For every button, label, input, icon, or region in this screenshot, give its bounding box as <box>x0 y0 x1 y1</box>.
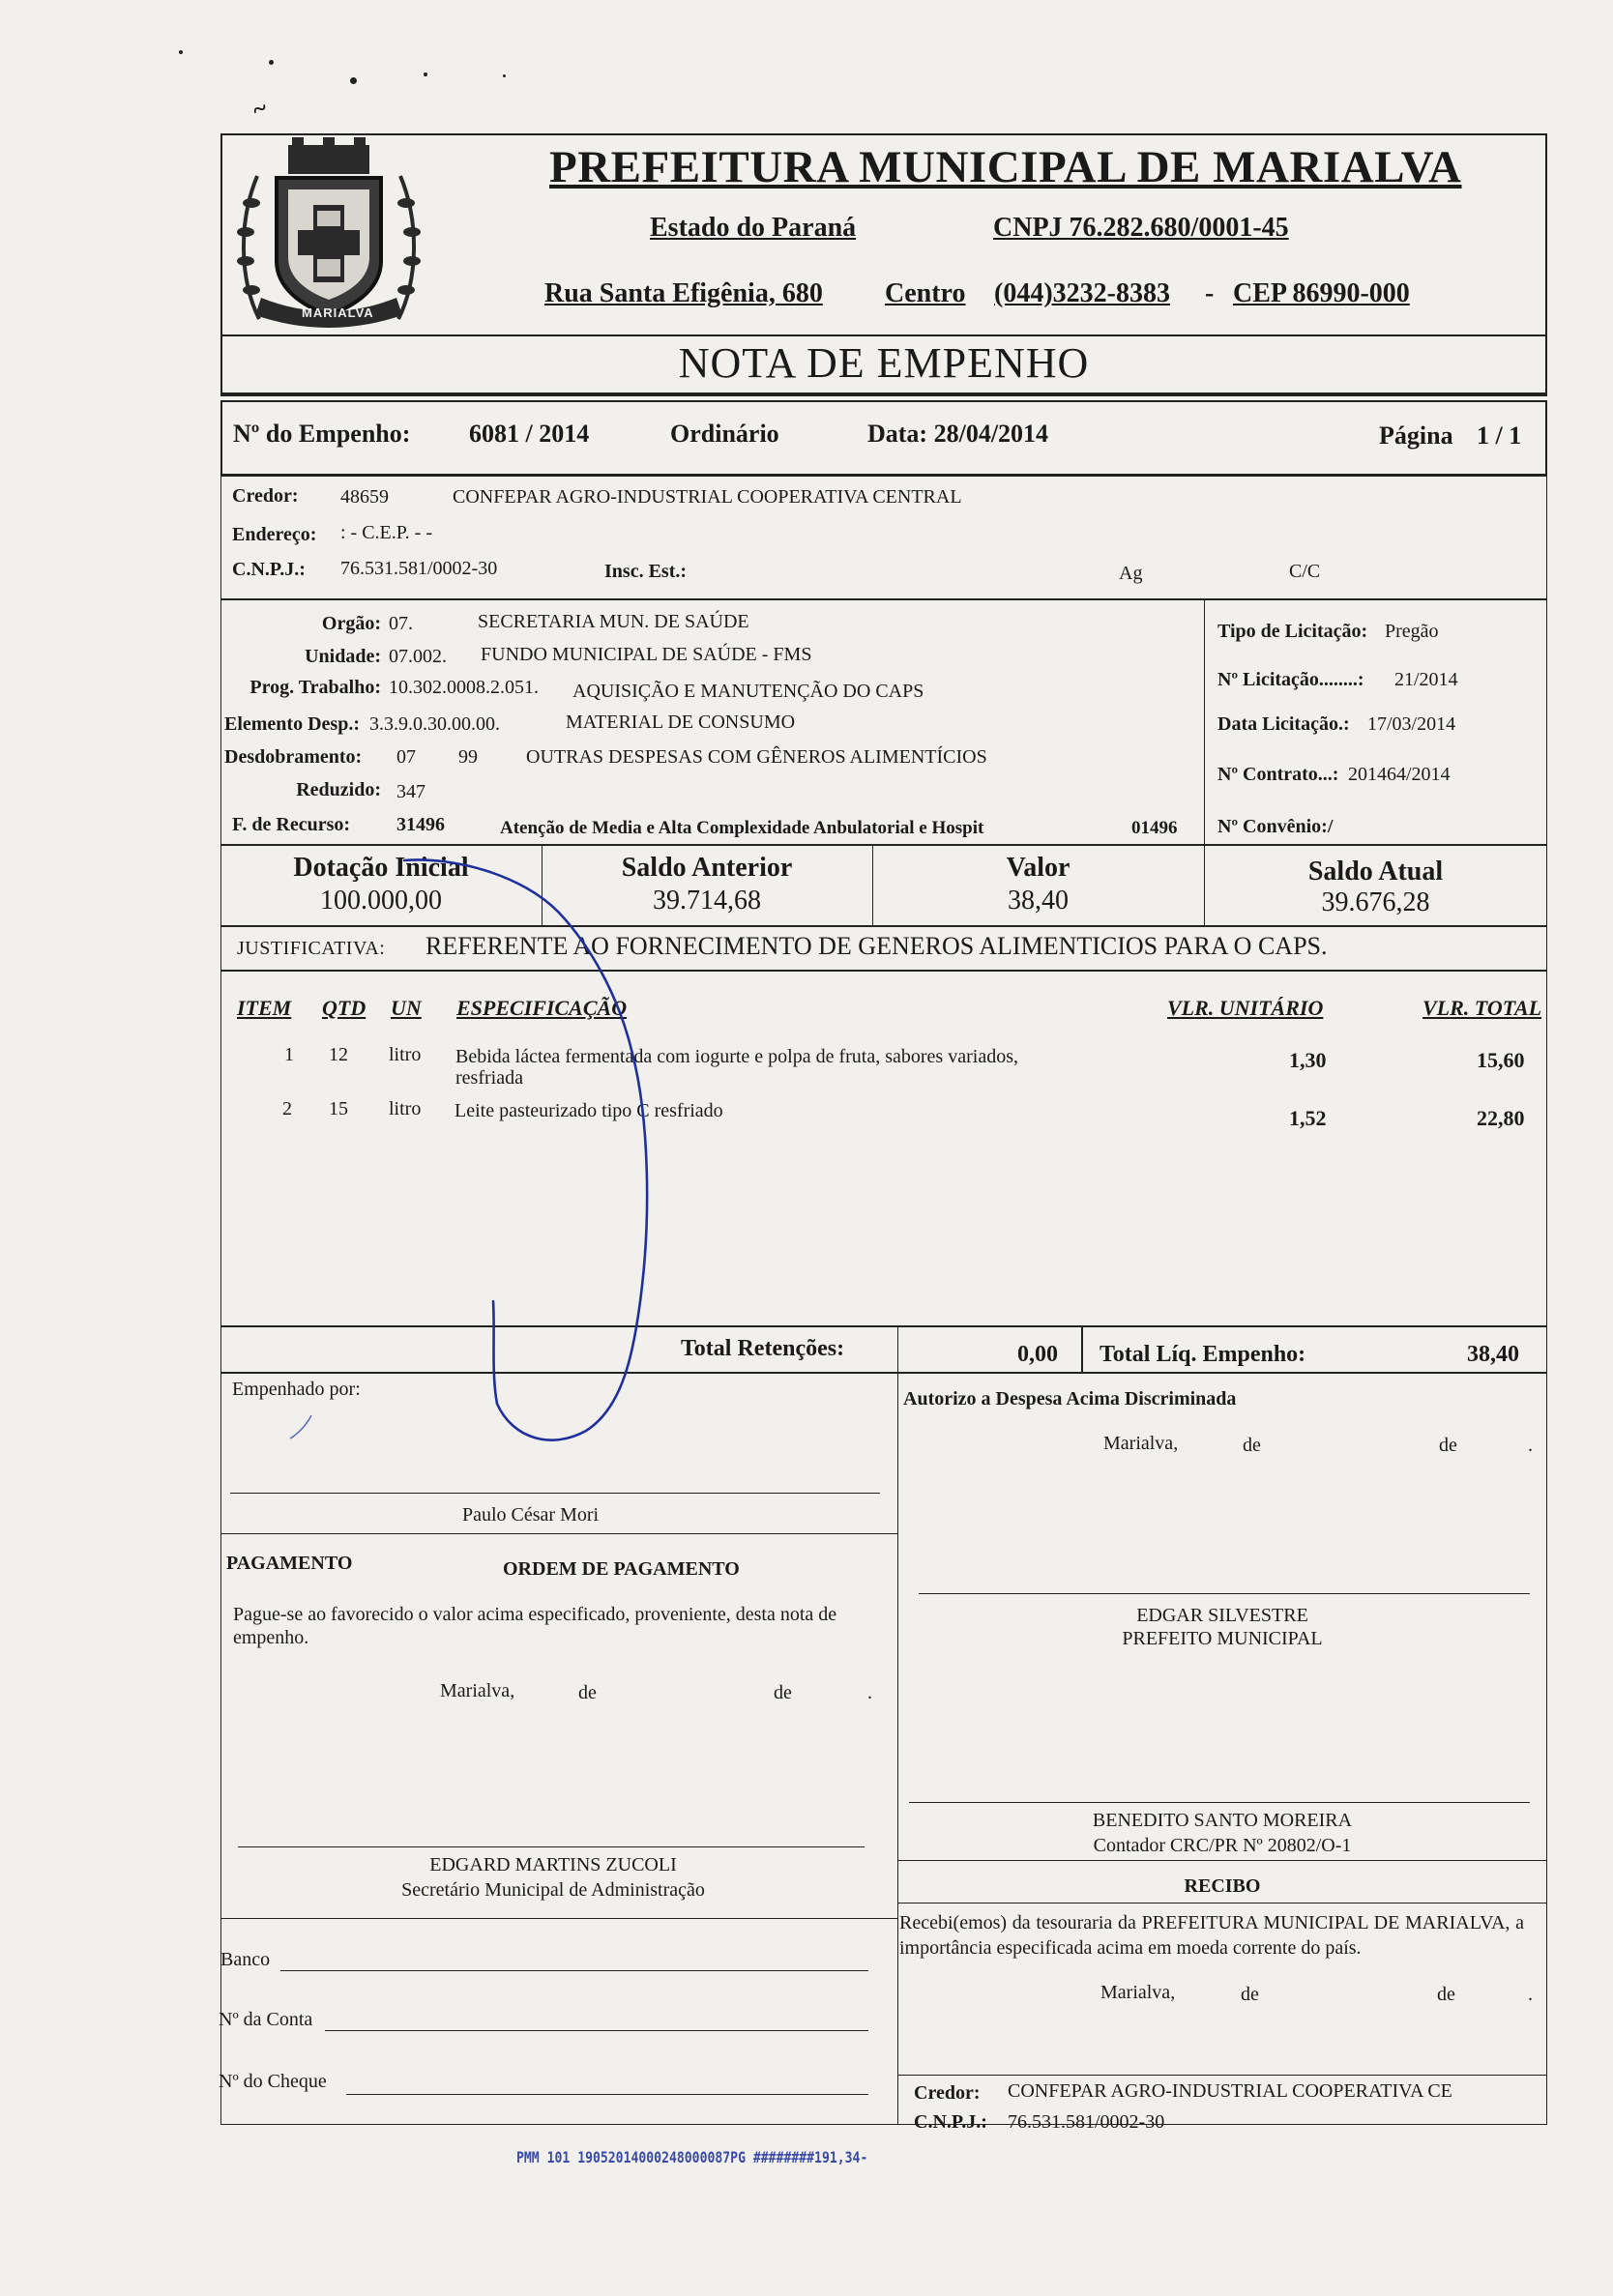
recibo-date-de-1: de <box>1241 1984 1259 2005</box>
prefeito-role: PREFEITO MUNICIPAL <box>1122 1628 1323 1649</box>
contrato-number: 201464/2014 <box>1348 764 1451 785</box>
orgao-name: SECRETARIA MUN. DE SAÚDE <box>478 611 749 632</box>
desdobramento-code-2: 99 <box>458 746 478 768</box>
unidade-code: 07.002. <box>389 646 447 667</box>
autorizo-date-de-2: de <box>1439 1435 1457 1456</box>
desdobramento-label: Desdobramento: <box>224 746 363 768</box>
valor-value: 38,40 <box>1008 886 1069 915</box>
prog-label: Prog. Trabalho: <box>249 677 381 698</box>
ordem-pagamento-label: ORDEM DE PAGAMENTO <box>503 1558 740 1580</box>
col-spec-header: ESPECIFICAÇÃO <box>456 996 628 1020</box>
valor-label: Valor <box>1006 853 1070 883</box>
recurso-code-2: 01496 <box>1131 818 1178 838</box>
address-phone: (044)3232-8383 <box>994 278 1170 308</box>
col-item-header: ITEM <box>237 996 292 1020</box>
creditor-cnpj: 76.531.581/0002-30 <box>340 558 498 579</box>
empenho-number-label: Nº do Empenho: <box>233 420 411 448</box>
saldo-atual-value: 39.676,28 <box>1321 887 1430 917</box>
recibo-credor-label: Credor: <box>914 2082 981 2104</box>
order-date-dot: . <box>867 1682 872 1703</box>
recibo-date-dot: . <box>1528 1984 1533 2005</box>
saldo-atual-label: Saldo Atual <box>1307 857 1444 886</box>
desdobramento-code-1: 07 <box>396 746 416 768</box>
banco-label: Banco <box>220 1949 271 1970</box>
item-number: 2 <box>282 1098 292 1119</box>
creditor-cnpj-label: C.N.P.J.: <box>232 559 306 580</box>
item-spec-line-1: Bebida láctea fermentada com iogurte e polpa de fruta, sabores variados, <box>455 1046 1018 1067</box>
recibo-cnpj-label: C.N.P.J.: <box>914 2111 987 2133</box>
recurso-label: F. de Recurso: <box>232 814 351 835</box>
order-date-de-2: de <box>774 1682 792 1703</box>
item-number: 1 <box>284 1044 294 1065</box>
empenho-number: 6081 / 2014 <box>469 420 590 448</box>
pagamento-label: PAGAMENTO <box>226 1553 353 1574</box>
secretario-name: EDGARD MARTINS ZUCOLI <box>429 1854 677 1875</box>
autorizo-city: Marialva, <box>1103 1433 1179 1454</box>
dotacao-value: 100.000,00 <box>320 886 442 915</box>
saldo-anterior-label: Saldo Anterior <box>621 853 793 883</box>
recibo-credor-name: CONFEPAR AGRO-INDUSTRIAL COOPERATIVA CE <box>1008 2080 1452 2102</box>
convenio-label: Nº Convênio:/ <box>1217 816 1334 837</box>
recurso-name: Atenção de Media e Alta Complexidade Anbulatorial e Hospit <box>500 818 984 838</box>
contador-name: BENEDITO SANTO MOREIRA <box>1092 1810 1353 1831</box>
item-total: 15,60 <box>1477 1048 1525 1072</box>
elemento-name: MATERIAL DE CONSUMO <box>566 712 796 733</box>
recibo-cnpj: 76.531.581/0002-30 <box>1008 2111 1165 2133</box>
reduzido-label: Reduzido: <box>296 779 381 800</box>
prog-code: 10.302.0008.2.051. <box>389 677 539 698</box>
empenho-type: Ordinário <box>670 420 779 448</box>
unidade-name: FUNDO MUNICIPAL DE SAÚDE - FMS <box>481 644 812 665</box>
recibo-city: Marialva, <box>1100 1982 1176 2003</box>
conta-label: Nº da Conta <box>219 2009 313 2030</box>
cheque-label: Nº do Cheque <box>219 2071 327 2092</box>
tipo-licitacao-label: Tipo de Licitação: <box>1217 621 1368 642</box>
address-district: Centro <box>885 278 966 308</box>
creditor-name: CONFEPAR AGRO-INDUSTRIAL COOPERATIVA CENTRAL <box>453 486 962 508</box>
scan-mark: ~ <box>249 93 271 125</box>
ag-label: Ag <box>1119 563 1143 584</box>
creditor-label: Credor: <box>232 485 299 507</box>
pague-text: Pague-se ao favorecido o valor acima especificado, proveniente, desta nota de empenho. <box>233 1604 837 1648</box>
licitacao-date: 17/03/2014 <box>1367 713 1456 735</box>
recibo-title: RECIBO <box>1184 1875 1261 1897</box>
item-unit-price: 1,30 <box>1289 1048 1327 1072</box>
cc-label: C/C <box>1289 561 1321 582</box>
empenhado-label: Empenhado por: <box>232 1379 361 1400</box>
item-qtd: 12 <box>329 1044 348 1065</box>
document-title: NOTA DE EMPENHO <box>678 339 1090 387</box>
item-total: 22,80 <box>1477 1106 1525 1130</box>
elemento-code: 3.3.9.0.30.00.00. <box>369 713 500 735</box>
item-unit: litro <box>389 1044 422 1065</box>
empenho-date: Data: 28/04/2014 <box>867 420 1049 448</box>
autorizo-text: Autorizo a Despesa Acima Discriminada <box>903 1388 1237 1410</box>
contador-role: Contador CRC/PR Nº 20802/O-1 <box>1093 1835 1352 1856</box>
liquido-label: Total Líq. Empenho: <box>1100 1342 1306 1367</box>
item-spec-line-1: Leite pasteurizado tipo C resfriado <box>455 1100 723 1121</box>
col-qtd-header: QTD <box>322 996 367 1020</box>
item-unit: litro <box>389 1098 422 1119</box>
empenhado-name: Paulo César Mori <box>462 1504 600 1526</box>
item-unit-price: 1,52 <box>1289 1106 1327 1130</box>
recibo-date-de-2: de <box>1437 1984 1455 2005</box>
reduzido-value: 347 <box>396 781 425 802</box>
col-total-header: VLR. TOTAL <box>1422 996 1542 1020</box>
recurso-code: 31496 <box>396 814 445 835</box>
retencoes-label: Total Retenções: <box>681 1336 845 1361</box>
header-cnpj: CNPJ 76.282.680/0001-45 <box>993 213 1289 243</box>
insc-est-label: Insc. Est.: <box>604 561 688 582</box>
recibo-text: Recebi(emos) da tesouraria da PREFEITURA MUNICIPAL DE MARIALVA, a importância especificada acima em moeda corrente do país. <box>899 1912 1524 1959</box>
order-city: Marialva, <box>440 1680 515 1701</box>
address-street: Rua Santa Efigênia, 680 <box>544 278 823 308</box>
state-name: Estado do Paraná <box>650 213 857 243</box>
page-number: 1 / 1 <box>1477 421 1522 450</box>
unidade-label: Unidade: <box>305 646 381 667</box>
justificativa-text: REFERENTE AO FORNECIMENTO DE GENEROS ALIMENTICIOS PARA O CAPS. <box>425 932 1328 960</box>
address-cep: CEP 86990-000 <box>1233 278 1410 308</box>
creditor-address: : - C.E.P. - - <box>340 522 432 543</box>
item-qtd: 15 <box>329 1098 348 1119</box>
desdobramento-name: OUTRAS DESPESAS COM GÊNEROS ALIMENTÍCIOS <box>526 746 987 768</box>
address-separator: - <box>1205 278 1215 308</box>
footer-code: PMM 101 19052014000248000087PG ########191,34- <box>516 2148 868 2166</box>
orgao-code: 07. <box>389 613 413 634</box>
elemento-label: Elemento Desp.: <box>224 713 360 735</box>
tipo-licitacao: Pregão <box>1385 621 1439 642</box>
crest-banner-text: MARIALVA <box>302 305 374 320</box>
order-date-de-1: de <box>578 1682 597 1703</box>
licitacao-date-label: Data Licitação.: <box>1217 713 1350 735</box>
municipality-title: PREFEITURA MUNICIPAL DE MARIALVA <box>549 142 1462 192</box>
justificativa-label: JUSTIFICATIVA: <box>237 938 386 959</box>
address-label: Endereço: <box>232 524 317 545</box>
col-un-header: UN <box>391 996 422 1020</box>
autorizo-date-dot: . <box>1528 1435 1533 1456</box>
licitacao-number: 21/2014 <box>1394 669 1458 690</box>
prefeito-name: EDGAR SILVESTRE <box>1136 1605 1308 1626</box>
page-label: Página <box>1379 421 1453 450</box>
item-spec-line-2: resfriada <box>455 1067 523 1089</box>
contrato-label: Nº Contrato...: <box>1217 764 1339 785</box>
licitacao-number-label: Nº Licitação........: <box>1217 669 1364 690</box>
retencoes-value: 0,00 <box>1017 1342 1058 1367</box>
dotacao-label: Dotação Inicial <box>293 853 469 883</box>
creditor-code: 48659 <box>340 486 389 508</box>
saldo-anterior-value: 39.714,68 <box>653 886 761 915</box>
secretario-role: Secretário Municipal de Administração <box>401 1879 705 1901</box>
liquido-value: 38,40 <box>1467 1342 1519 1367</box>
autorizo-date-de-1: de <box>1243 1435 1261 1456</box>
col-unit-price-header: VLR. UNITÁRIO <box>1167 996 1324 1020</box>
prog-name: AQUISIÇÃO E MANUTENÇÃO DO CAPS <box>572 681 924 702</box>
orgao-label: Orgão: <box>321 613 381 634</box>
